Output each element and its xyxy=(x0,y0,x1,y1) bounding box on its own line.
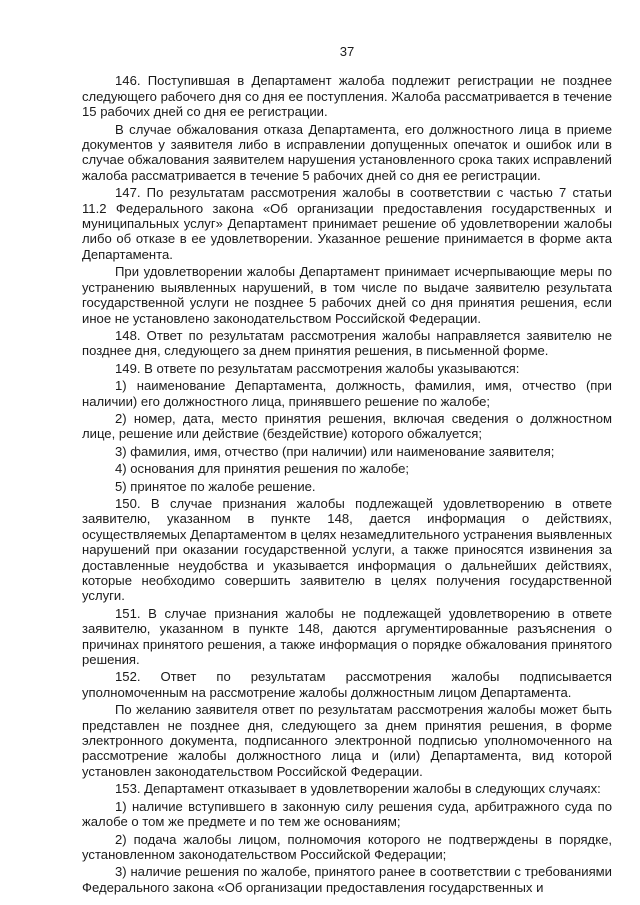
paragraph: 150. В случае признания жалобы подлежащей удовлетворению в ответе заявителю, указанном в пункте 148, дается информация о действиях, осуществляемых Департаментом в целях незамедлительного устранения выявленных нарушений при оказании государственной услуги, а также приносятся извинения за доставленные неудобства и указывается информация о дальнейших действиях, которые необходимо совершить заявителю в целях получения государственной услуги. xyxy=(82,495,612,604)
paragraph: По желанию заявителя ответ по результатам рассмотрения жалобы может быть представлен не позднее дня, следующего за днем принятия решения, в форме электронного документа, подписанного электронной подписью уполномоченного на рассмотрение жалобы должностного лица и (или) Департамента, вид которой установлен законодательством Российской Федерации. xyxy=(82,702,612,779)
page-number: 37 xyxy=(339,44,355,59)
paragraph: 2) подача жалобы лицом, полномочия которого не подтверждены в порядке, установленном законодательством Российской Федерации; xyxy=(82,831,612,862)
document-page xyxy=(82,44,612,897)
paragraph: 2) номер, дата, место принятия решения, включая сведения о должностном лице, решение или действие (бездействие) которого обжалуется; xyxy=(82,410,612,442)
paragraph: 146. Поступившая в Департамент жалоба подлежит регистрации не позднее следующего рабочего дня со дня ее поступления. Жалоба рассматривается в течение 15 рабочих дней со дня ее регистрации. xyxy=(82,73,612,120)
document-body xyxy=(82,73,612,895)
paragraph: 1) наименование Департамента, должность, фамилия, имя, отчество (при наличии) его должностного лица, принявшего решение по жалобе; xyxy=(82,378,612,409)
paragraph: 149. В ответе по результатам рассмотрения жалобы указываются: xyxy=(115,360,520,376)
paragraph: 148. Ответ по результатам рассмотрения жалобы направляется заявителю не позднее дня, следующего за днем принятия решения, в письменной форме. xyxy=(82,327,612,359)
paragraph: 5) принятое по жалобе решение. xyxy=(115,478,316,494)
paragraph: В случае обжалования отказа Департамента, его должностного лица в приеме документов у заявителя либо в исправлении допущенных опечаток и ошибок или в случае обжалования заявителем нарушения установленного срока таких исправлений жалоба рассматривается в течение 5 рабочих дней со дня ее регистрации. xyxy=(82,121,612,183)
paragraph: 152. Ответ по результатам рассмотрения жалобы подписывается уполномоченным на рассмотрение жалобы должностным лицом Департамента. xyxy=(82,669,612,700)
paragraph: 151. В случае признания жалобы не подлежащей удовлетворению в ответе заявителю, указанном в пункте 148, даются аргументированные разъяснения о причинах принятого решения, а также информация о порядке обжалования принятого решения. xyxy=(82,605,612,668)
paragraph: 147. По результатам рассмотрения жалобы в соответствии с частью 7 статьи 11.2 Федерального закона «Об организации предоставления государственных и муниципальных услуг» Департамент принимает решение об удовлетворении жалобы либо об отказе в ее удовлетворении. Указанное решение принимается в форме акта Департамента. xyxy=(82,185,612,262)
paragraph: При удовлетворении жалобы Департамент принимает исчерпывающие меры по устранению выявленных нарушений, в том числе по выдаче заявителю результата государственной услуги не позднее 5 рабочих дней со дня принятия решения, если иное не установлено законодательством Российской Федерации. xyxy=(82,264,612,326)
paragraph: 153. Департамент отказывает в удовлетворении жалобы в следующих случаях: xyxy=(115,781,601,797)
paragraph: 3) фамилия, имя, отчество (при наличии) или наименование заявителя; xyxy=(115,443,555,459)
paragraph: 4) основания для принятия решения по жалобе; xyxy=(115,461,410,477)
paragraph: 3) наличие решения по жалобе, принятого ранее в соответствии с требованиями Федерального закона «Об организации предоставления государственных и xyxy=(82,864,612,895)
paragraph: 1) наличие вступившего в законную силу решения суда, арбитражного суда по жалобе о том же предмете и по тем же основаниям; xyxy=(82,798,612,830)
